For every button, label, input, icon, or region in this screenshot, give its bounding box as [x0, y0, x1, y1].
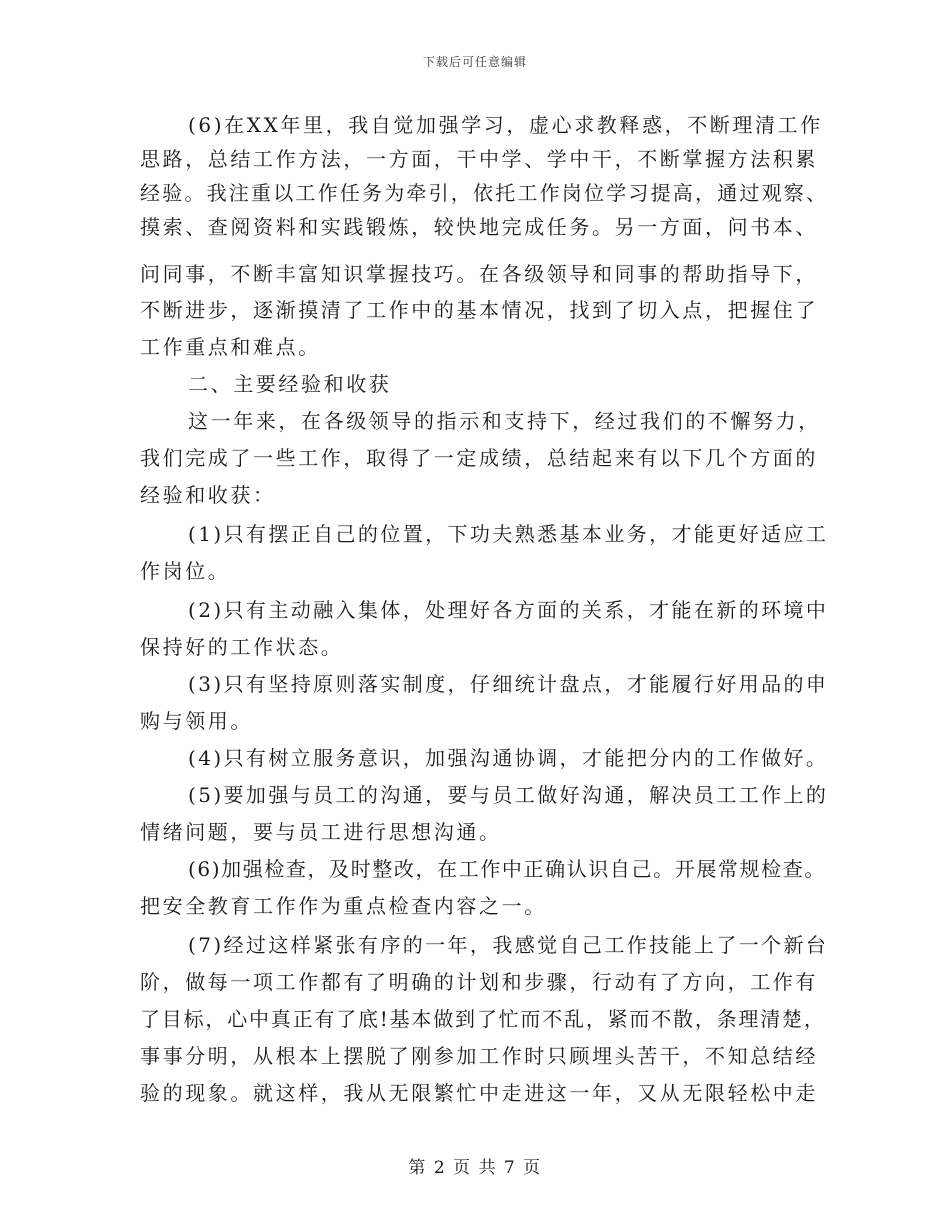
- paragraph-line: (7)经过这样紧张有序的一年，我感觉自己工作技能上了一个新台: [188, 933, 829, 957]
- paragraph-line: 摸索、查阅资料和实践锻炼，较快地完成任务。另一方面，问书本、: [140, 215, 818, 239]
- paragraph-line: 了目标，心中真正有了底!基本做到了忙而不乱，紧而不散，条理清楚，: [140, 1007, 826, 1031]
- paragraph-line: 工作重点和难点。: [140, 335, 321, 359]
- paragraph-line: 思路，总结工作方法，一方面，干中学、学中干，不断掌握方法积累: [140, 147, 818, 171]
- paragraph-line: 作岗位。: [140, 559, 231, 583]
- paragraph-line: (3)只有坚持原则落实制度，仔细统计盘点，才能履行好用品的申: [188, 672, 829, 696]
- paragraph-line: (5)要加强与员工的沟通，要与员工做好沟通，解决员工工作上的: [188, 783, 829, 807]
- paragraph-line: (6)加强检查，及时整改，在工作中正确认识自己。开展常规检查。: [188, 857, 826, 881]
- paragraph-line: (1)只有摆正自己的位置，下功夫熟悉基本业务，才能更好适应工: [188, 522, 829, 546]
- paragraph-line: 这一年来，在各级领导的指示和支持下，经过我们的不懈努力，: [188, 409, 821, 433]
- paragraph-line: 情绪问题，要与员工进行思想沟通。: [140, 820, 502, 844]
- paragraph-line: 验的现象。就这样，我从无限繁忙中走进这一年，又从无限轻松中走: [140, 1081, 818, 1105]
- section-heading: 二、主要经验和收获: [188, 372, 392, 396]
- paragraph-line: 购与领用。: [140, 709, 253, 733]
- paragraph-line: 经验。我注重以工作任务为牵引，依托工作岗位学习提高，通过观察、: [140, 181, 829, 205]
- paragraph-line: 不断进步，逐渐摸清了工作中的基本情况，找到了切入点，把握住了: [140, 298, 818, 322]
- paragraph-line: 事事分明，从根本上摆脱了刚参加工作时只顾埋头苦干，不知总结经: [140, 1044, 818, 1068]
- paragraph-line: 阶，做每一项工作都有了明确的计划和步骤，行动有了方向，工作有: [140, 970, 818, 994]
- paragraph-line: (6)在XX年里，我自觉加强学习，虚心求教释惑，不断理清工作: [188, 113, 823, 137]
- paragraph-line: 把安全教育工作作为重点检查内容之一。: [140, 894, 547, 918]
- paragraph-line: 我们完成了一些工作，取得了一定成绩，总结起来有以下几个方面的: [140, 446, 818, 470]
- page-number: 第 2 页 共 7 页: [408, 1158, 542, 1178]
- paragraph-line: 问同事，不断丰富知识掌握技巧。在各级领导和同事的帮助指导下，: [140, 262, 818, 286]
- paragraph-line: (4)只有树立服务意识，加强沟通协调，才能把分内的工作做好。: [188, 746, 829, 770]
- paragraph-line: 保持好的工作状态。: [140, 635, 344, 659]
- paragraph-line: (2)只有主动融入集体，处理好各方面的关系，才能在新的环境中: [188, 598, 829, 622]
- header-note: 下载后可任意编辑: [422, 55, 527, 69]
- paragraph-line: 经验和收获：: [140, 483, 276, 507]
